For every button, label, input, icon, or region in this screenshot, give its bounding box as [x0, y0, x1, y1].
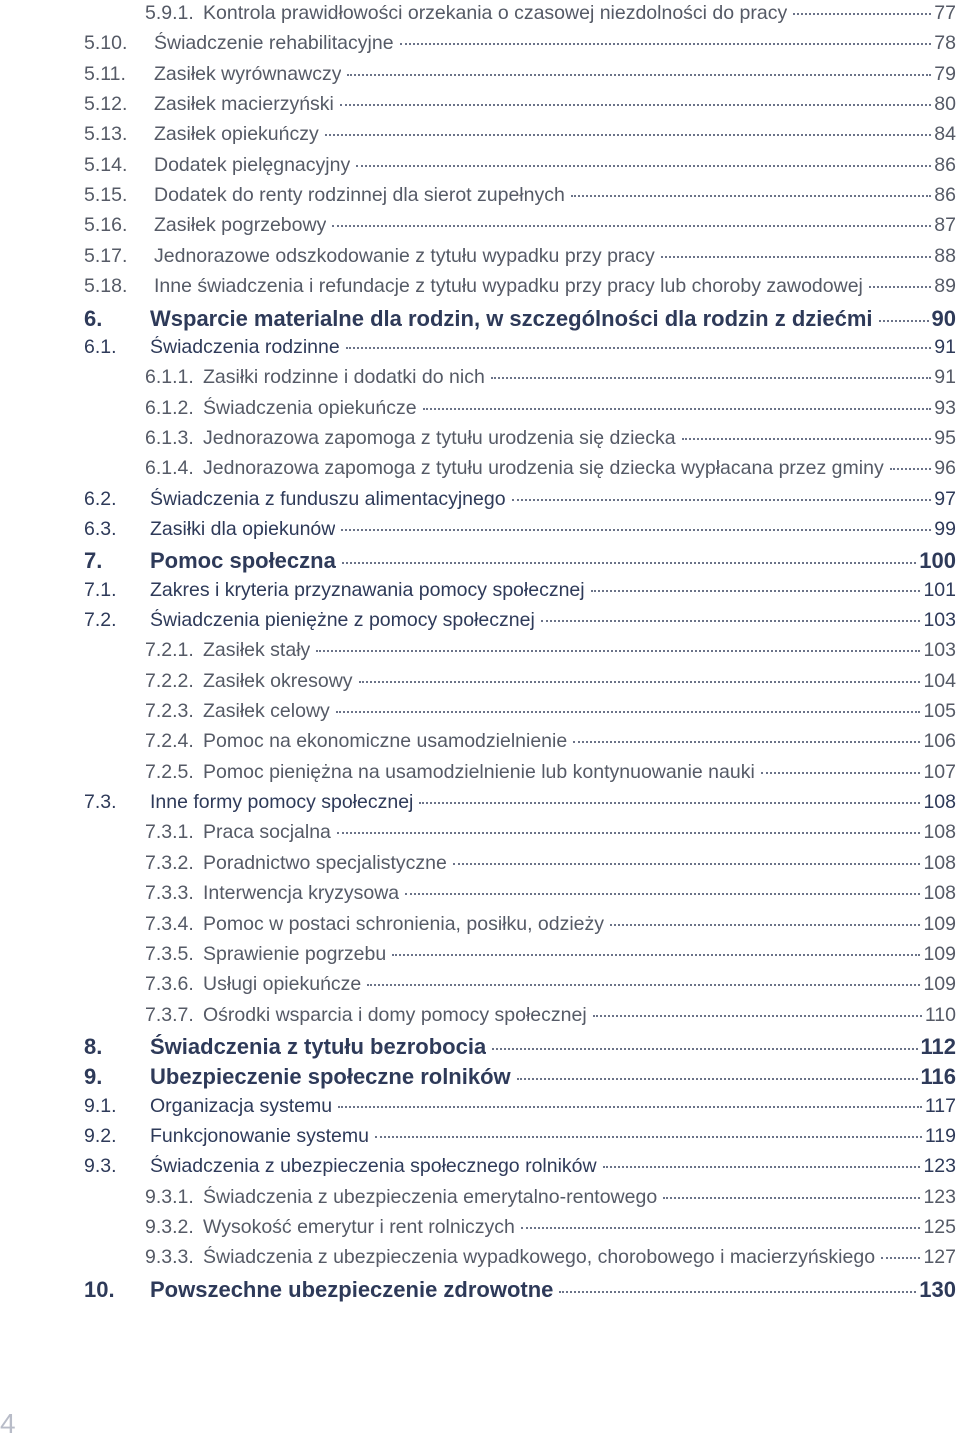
toc-entry-page: 101 — [923, 578, 956, 601]
toc-entry-title: Dodatek do renty rodzinnej dla sierot zupełnych — [154, 184, 565, 207]
dot-leader — [573, 741, 920, 743]
toc-entry-page: 123 — [923, 1185, 956, 1208]
toc-entry-number: 8. — [84, 1033, 103, 1059]
dot-leader — [663, 1197, 920, 1199]
page-number: 4 — [0, 1408, 16, 1439]
toc-entry-page: 97 — [934, 487, 956, 510]
toc-entry-number: 6.1.3. — [145, 426, 194, 449]
toc-entry-title: Świadczenia z ubezpieczenia społecznego rolników — [150, 1155, 597, 1178]
toc-entry-title: Zasiłek opiekuńczy — [154, 123, 319, 146]
toc-entry-number: 7.3.2. — [145, 851, 194, 874]
toc-entry-number: 7.2.2. — [145, 669, 194, 692]
toc-entry-page: 86 — [934, 184, 956, 207]
toc-entry[interactable] — [145, 670, 956, 693]
toc-entry[interactable] — [84, 123, 956, 146]
toc-entry-number: 6.1.4. — [145, 457, 194, 480]
toc-entry-number: 9.3.1. — [145, 1185, 194, 1208]
toc-entry-number: 6.1.2. — [145, 396, 194, 419]
toc-entry[interactable] — [145, 457, 956, 480]
toc-entry-page: 84 — [934, 123, 956, 146]
toc-entry-page: 79 — [934, 62, 956, 85]
toc-entry-title: Świadczenia z tytułu bezrobocia — [150, 1033, 487, 1059]
dot-leader — [593, 1015, 922, 1017]
toc-entry[interactable] — [84, 548, 956, 574]
toc-entry-title: Świadczenia z ubezpieczenia emerytalno-rentowego — [203, 1185, 658, 1208]
toc-entry-title: Dodatek pielęgnacyjny — [154, 153, 351, 176]
toc-entry[interactable] — [84, 1277, 956, 1303]
toc-entry-title: Zakres i kryteria przyznawania pomocy społecznej — [150, 578, 585, 601]
dot-leader — [610, 924, 920, 926]
toc-entry-number: 7.3.4. — [145, 912, 194, 935]
toc-entry-number: 6.3. — [84, 517, 117, 540]
toc-entry-page: 93 — [934, 396, 956, 419]
dot-leader — [405, 893, 920, 895]
toc-entry[interactable] — [145, 700, 956, 723]
toc-entry-number: 7.2.1. — [145, 639, 194, 662]
toc-entry-number: 5.17. — [84, 244, 128, 267]
toc-entry-page: 127 — [923, 1246, 956, 1269]
toc-entry-title: Jednorazowe odszkodowanie z tytułu wypadku przy pracy — [154, 244, 655, 267]
toc-entry-title: Pomoc pieniężna na usamodzielnienie lub kontynuowanie nauki — [203, 760, 755, 783]
toc-entry[interactable] — [84, 214, 956, 237]
dot-leader — [392, 954, 920, 956]
toc-entry[interactable] — [84, 1034, 956, 1060]
toc-entry[interactable] — [84, 609, 956, 632]
toc-entry-number: 9.3.2. — [145, 1216, 194, 1238]
toc-entry-number: 5.10. — [84, 32, 128, 55]
toc-entry-number: 7.2.4. — [145, 730, 194, 753]
toc-entry[interactable] — [84, 93, 956, 116]
toc-entry[interactable] — [145, 1186, 956, 1209]
dot-leader — [869, 286, 931, 288]
toc-entry-title: Inne świadczenia i refundacje z tytułu wypadku przy pracy lub choroby zawodowej — [154, 275, 863, 298]
dot-leader — [881, 1257, 920, 1259]
toc-entry-page: 117 — [924, 1094, 956, 1117]
toc-entry[interactable] — [84, 32, 956, 55]
toc-entry-page: 99 — [934, 517, 956, 540]
toc-entry-title: Organizacja systemu — [150, 1094, 333, 1117]
toc-entry[interactable] — [84, 1095, 956, 1118]
toc-entry-number: 6.1.1. — [145, 366, 194, 389]
toc-entry-title: Funkcjonowanie systemu — [150, 1124, 369, 1147]
dot-leader — [419, 802, 920, 804]
toc-entry-page: 88 — [934, 244, 956, 267]
toc-entry[interactable] — [145, 366, 956, 389]
toc-entry-page: 109 — [923, 912, 956, 935]
toc-entry-number: 5.9.1. — [145, 2, 194, 24]
toc-entry-number: 7.2.5. — [145, 760, 194, 783]
toc-entry-title: Świadczenia z funduszu alimentacyjnego — [150, 487, 506, 510]
toc-entry-title: Sprawienie pogrzebu — [203, 942, 387, 965]
toc-entry-number: 5.12. — [84, 93, 128, 116]
toc-entry-number: 9.1. — [84, 1094, 117, 1117]
toc-entry-page: 90 — [931, 305, 956, 331]
toc-entry-page: 91 — [934, 335, 956, 358]
toc-entry[interactable] — [145, 821, 956, 844]
toc-entry-title: Pomoc na ekonomiczne usamodzielnienie — [203, 730, 568, 753]
toc-entry-page: 103 — [923, 609, 956, 631]
toc-entry-title: Zasiłek wyrównawczy — [154, 62, 342, 85]
toc-entry[interactable] — [84, 579, 956, 602]
toc-entry-number: 7.3.5. — [145, 942, 194, 965]
dot-leader — [337, 832, 921, 834]
dot-leader — [591, 590, 921, 592]
toc-entry[interactable] — [84, 1155, 956, 1178]
toc-entry[interactable] — [84, 336, 956, 359]
toc-entry-number: 7.3.3. — [145, 882, 194, 905]
toc-entry[interactable] — [84, 306, 956, 332]
dot-leader — [521, 1227, 921, 1229]
toc-entry-page: 87 — [934, 214, 956, 237]
toc-entry-number: 9. — [84, 1064, 103, 1090]
toc-entry-title: Zasiłek okresowy — [203, 669, 353, 692]
dot-leader — [492, 1048, 917, 1050]
dot-leader — [559, 1291, 916, 1293]
toc-entry-number: 10. — [84, 1276, 115, 1302]
toc-entry-page: 108 — [923, 882, 956, 905]
toc-entry-number: 7.3. — [84, 791, 117, 814]
toc-entry[interactable] — [145, 1004, 956, 1027]
dot-leader — [661, 256, 932, 258]
toc-entry[interactable] — [145, 1216, 956, 1239]
toc-entry-number: 7.3.1. — [145, 821, 194, 844]
toc-entry-page: 77 — [934, 2, 956, 24]
toc-entry-page: 89 — [934, 275, 956, 298]
dot-leader — [682, 438, 932, 440]
toc-entry[interactable] — [145, 761, 956, 784]
toc-entry-page: 116 — [920, 1064, 956, 1090]
toc-entry-page: 123 — [923, 1155, 956, 1178]
toc-entry-title: Świadczenia pieniężne z pomocy społecznej — [150, 609, 535, 631]
toc-entry-title: Praca socjalna — [203, 821, 331, 844]
toc-entry-title: Jednorazowa zapomoga z tytułu urodzenia się dziecka wypłacana przez gminy — [203, 457, 884, 480]
toc-entry-number: 5.11. — [84, 62, 126, 85]
toc-entry-page: 80 — [934, 93, 956, 116]
dot-leader — [491, 377, 931, 379]
dot-leader — [375, 1136, 922, 1138]
toc-entry-title: Wysokość emerytur i rent rolniczych — [203, 1216, 515, 1238]
toc-entry-number: 5.18. — [84, 275, 128, 298]
toc-entry[interactable] — [145, 852, 956, 875]
toc-entry-number: 5.16. — [84, 214, 128, 237]
toc-entry-page: 96 — [934, 457, 956, 480]
dot-leader — [325, 134, 932, 136]
toc-entry-title: Poradnictwo specjalistyczne — [203, 851, 447, 874]
toc-entry-number: 7.2. — [84, 609, 117, 631]
toc-entry[interactable] — [145, 2, 956, 25]
dot-leader — [367, 984, 920, 986]
toc-entry-title: Inne formy pomocy społecznej — [150, 791, 414, 814]
toc-entry[interactable] — [84, 154, 956, 177]
dot-leader — [879, 320, 929, 322]
dot-leader — [517, 1078, 918, 1080]
dot-leader — [347, 74, 931, 76]
toc-entry-title: Powszechne ubezpieczenie zdrowotne — [150, 1276, 554, 1302]
toc-entry-number: 7.1. — [84, 578, 117, 601]
toc-entry-title: Usługi opiekuńcze — [203, 973, 362, 996]
dot-leader — [400, 43, 932, 45]
dot-leader — [341, 529, 931, 531]
toc-entry-title: Zasiłki dla opiekunów — [150, 517, 336, 540]
toc-entry[interactable] — [84, 791, 956, 814]
toc-entry[interactable] — [84, 184, 956, 207]
dot-leader — [793, 13, 931, 15]
toc-entry-number: 9.3.3. — [145, 1246, 194, 1269]
toc-entry-page: 108 — [923, 821, 956, 844]
dot-leader — [316, 650, 920, 652]
toc-entry[interactable] — [145, 943, 956, 966]
toc-entry-page: 119 — [924, 1124, 956, 1147]
dot-leader — [332, 225, 931, 227]
toc-entry[interactable] — [84, 275, 956, 298]
toc-entry-number: 5.15. — [84, 184, 128, 207]
toc-entry[interactable] — [145, 1246, 956, 1269]
dot-leader — [603, 1166, 921, 1168]
toc-entry-page: 108 — [923, 851, 956, 874]
toc-entry-title: Świadczenie rehabilitacyjne — [154, 32, 394, 55]
toc-entry-number: 6.1. — [84, 335, 117, 358]
toc-entry[interactable] — [145, 397, 956, 420]
toc-entry-page: 109 — [923, 973, 956, 996]
dot-leader — [423, 408, 932, 410]
toc-entry-number: 6. — [84, 305, 103, 331]
dot-leader — [761, 772, 921, 774]
toc-entry-page: 86 — [934, 153, 956, 176]
toc-entry[interactable] — [84, 245, 956, 268]
toc-entry-title: Świadczenia opiekuńcze — [203, 396, 417, 419]
toc-entry[interactable] — [84, 1064, 956, 1090]
toc-entry[interactable] — [145, 639, 956, 662]
toc-entry[interactable] — [84, 518, 956, 541]
toc-entry-title: Ośrodki wsparcia i domy pomocy społecznej — [203, 1003, 587, 1026]
toc-entry-page: 130 — [919, 1276, 956, 1302]
toc-entry-page: 106 — [923, 730, 956, 753]
toc-entry-page: 109 — [923, 942, 956, 965]
toc-entry-number: 9.3. — [84, 1155, 117, 1178]
toc-entry[interactable] — [145, 427, 956, 450]
dot-leader — [359, 681, 921, 683]
toc-entry-page: 78 — [934, 32, 956, 55]
toc-entry-page: 95 — [934, 426, 956, 449]
toc-entry-page: 104 — [923, 669, 956, 692]
toc-entry-title: Zasiłek pogrzebowy — [154, 214, 327, 237]
toc-entry[interactable] — [84, 63, 956, 86]
dot-leader — [890, 468, 932, 470]
toc-entry[interactable] — [145, 913, 956, 936]
dot-leader — [346, 347, 932, 349]
toc-entry-number: 7.2.3. — [145, 700, 194, 723]
toc-entry-number: 6.2. — [84, 487, 117, 510]
toc-entry-title: Interwencja kryzysowa — [203, 882, 400, 905]
toc-entry-title: Świadczenia z ubezpieczenia wypadkowego, chorobowego i macierzyńskiego — [203, 1246, 876, 1269]
dot-leader — [342, 562, 916, 564]
toc-entry[interactable] — [84, 1125, 956, 1148]
dot-leader — [336, 711, 921, 713]
toc-entry-number: 5.14. — [84, 153, 128, 176]
toc-entry-page: 100 — [919, 548, 956, 574]
dot-leader — [338, 1106, 922, 1108]
toc-entry[interactable] — [145, 973, 956, 996]
toc-entry-page: 105 — [923, 700, 956, 723]
toc-entry-title: Świadczenia rodzinne — [150, 335, 340, 358]
toc-entry-title: Pomoc społeczna — [150, 548, 336, 574]
toc-entry-number: 9.2. — [84, 1124, 117, 1147]
toc-entry-page: 107 — [923, 760, 956, 783]
toc-entry-page: 103 — [923, 639, 956, 662]
toc-entry-title: Jednorazowa zapomoga z tytułu urodzenia się dziecka — [203, 426, 676, 449]
toc-entry[interactable] — [84, 488, 956, 511]
toc-entry-title: Pomoc w postaci schronienia, posiłku, odzieży — [203, 912, 605, 935]
dot-leader — [340, 104, 931, 106]
toc-entry-page: 125 — [923, 1216, 956, 1238]
dot-leader — [571, 195, 931, 197]
toc-entry-page: 108 — [923, 791, 956, 814]
toc-entry-number: 7.3.6. — [145, 973, 194, 996]
toc-entry-number: 7. — [84, 548, 103, 574]
toc-entry-title: Wsparcie materialne dla rodzin, w szczególności dla rodzin z dziećmi — [150, 305, 873, 331]
toc-entry-page: 91 — [934, 366, 956, 389]
toc-entry-number: 5.13. — [84, 123, 128, 146]
toc-entry-title: Zasiłek celowy — [203, 700, 330, 723]
toc-entry-title: Zasiłki rodzinne i dodatki do nich — [203, 366, 485, 389]
toc-entry-number: 7.3.7. — [145, 1003, 194, 1026]
dot-leader — [453, 863, 921, 865]
toc-entry[interactable] — [145, 882, 956, 905]
toc-entry-page: 112 — [920, 1033, 956, 1059]
toc-entry[interactable] — [145, 730, 956, 753]
dot-leader — [512, 499, 932, 501]
dot-leader — [356, 165, 931, 167]
toc-entry-page: 110 — [924, 1003, 956, 1026]
toc-entry-title: Ubezpieczenie społeczne rolników — [150, 1064, 511, 1090]
toc-entry-title: Zasiłek macierzyński — [154, 93, 334, 116]
toc-entry-title: Kontrola prawidłowości orzekania o czasowej niezdolności do pracy — [203, 2, 788, 24]
toc-entry-title: Zasiłek stały — [203, 639, 311, 662]
dot-leader — [541, 620, 921, 622]
